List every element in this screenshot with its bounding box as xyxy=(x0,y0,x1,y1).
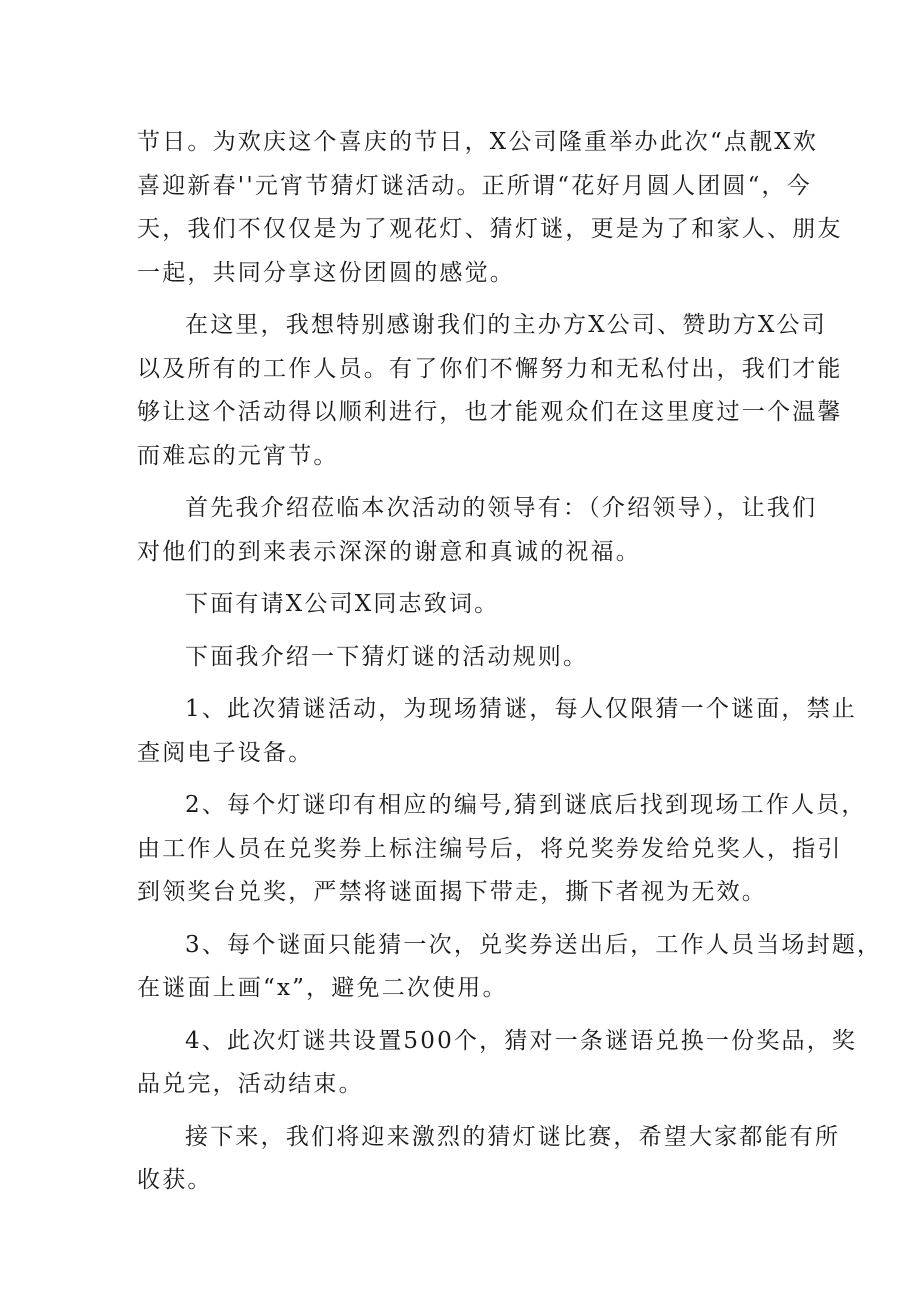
text-line: 查阅电子设备。 xyxy=(137,739,314,766)
rule-1 xyxy=(137,688,858,775)
paragraph-3 xyxy=(137,487,818,574)
text-line: 在这里，我想特别感谢我们的主办方X公司、赞助方X公司 xyxy=(185,312,827,338)
text-line: 而难忘的元宵节。 xyxy=(137,442,339,469)
text-line: 首先我介绍莅临本次活动的领导有：（介绍领导），让我们 xyxy=(185,495,818,521)
paragraph-1 xyxy=(137,121,843,295)
text-line: 够让这个活动得以顺利进行，也才能观众们在这里度过一个温馨 xyxy=(137,399,843,425)
text-line: 4、此次灯谜共设置500个，猜对一条谜语兑换一份奖品，奖 xyxy=(185,1027,858,1054)
rule-4 xyxy=(137,1020,858,1107)
text-line: 节日。为欢庆这个喜庆的节日，X公司隆重举办此次“点靓X欢 xyxy=(137,129,819,155)
text-line: 下面我介绍一下猜灯谜的活动规则。 xyxy=(185,643,589,670)
text-line: 一起，共同分享这份团圆的感觉。 xyxy=(137,259,515,286)
text-line: 1、此次猜谜活动，为现场猜谜，每人仅限猜一个谜面，禁止 xyxy=(185,696,858,722)
document-body xyxy=(137,121,883,1212)
text-line: 由工作人员在兑奖券上标注编号后，将兑奖券发给兑奖人，指引 xyxy=(137,835,843,862)
paragraph-5 xyxy=(137,636,787,680)
closing-paragraph xyxy=(137,1116,841,1203)
text-line: 喜迎新春''元宵节猜灯谜活动。正所谓“花好月圆人团圆“，今 xyxy=(137,172,812,199)
text-line: 在谜面上画“x”，避免二次使用。 xyxy=(137,975,508,1001)
paragraph-2 xyxy=(137,304,843,478)
text-line: 到领奖台兑奖，严禁将谜面揭下带走，撕下者视为无效。 xyxy=(137,879,767,905)
rule-3 xyxy=(137,924,883,1011)
text-line: 收获。 xyxy=(137,1167,213,1193)
rule-2 xyxy=(137,784,867,915)
text-line: 以及所有的工作人员。有了你们不懈努力和无私付出，我们才能 xyxy=(137,355,843,382)
text-line: 天，我们不仅仅是为了观花灯、猜灯谜，更是为了和家人、朋友 xyxy=(137,216,843,242)
text-line: 品兑完，活动结束。 xyxy=(137,1071,364,1097)
text-line: 下面有请X公司X同志致词。 xyxy=(185,591,500,617)
text-line: 对他们的到来表示深深的谢意和真诚的祝福。 xyxy=(137,538,641,565)
text-line: 2、每个灯谜印有相应的编号,猜到谜底后找到现场工作人员， xyxy=(185,792,867,818)
text-line: 3、每个谜面只能猜一次，兑奖券送出后，工作人员当场封题， xyxy=(185,931,883,958)
text-line: 接下来，我们将迎来激烈的猜灯谜比赛，希望大家都能有所 xyxy=(185,1123,841,1150)
paragraph-4 xyxy=(137,583,787,627)
